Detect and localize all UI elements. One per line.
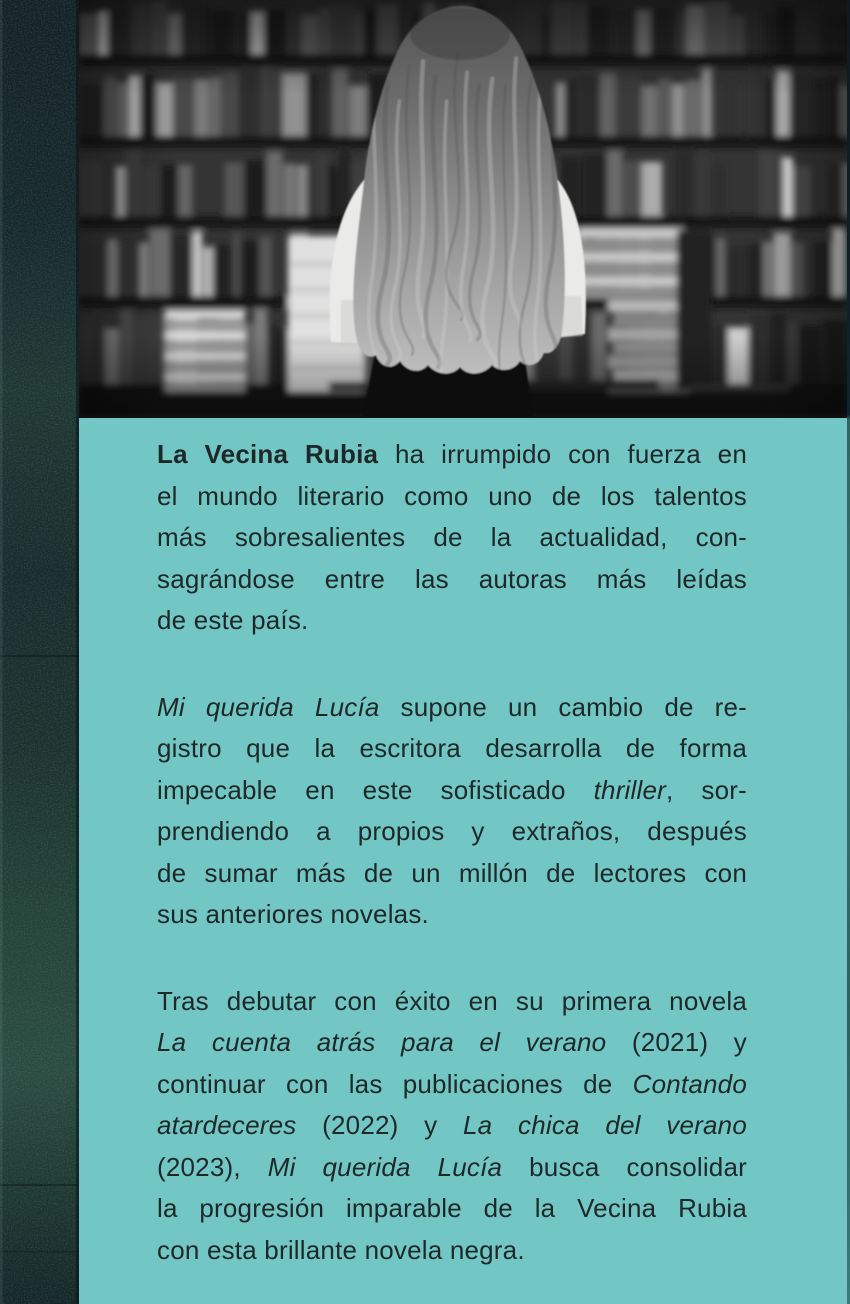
bio-line (157, 517, 747, 559)
bio-line (157, 1022, 747, 1064)
bio-line (157, 1188, 747, 1230)
text-segment: busca consolidar (502, 1151, 747, 1182)
text-segment: sagrándose entre las autoras más leídas (157, 563, 747, 594)
text-segment: la progresión imparable de la Vecina Rubia (157, 1193, 747, 1223)
book-title-italic: Contando (632, 1068, 747, 1099)
text-segment: (2022) y (296, 1110, 464, 1140)
book-title-italic: La chica del verano (463, 1110, 747, 1140)
bio-paragraph-2 (157, 687, 747, 936)
bio-line (157, 853, 747, 895)
book-title-italic: La cuenta atrás para el verano (157, 1027, 607, 1057)
bio-line (157, 1147, 747, 1189)
bio-line (157, 1064, 747, 1106)
author-bio (79, 418, 847, 1271)
author-name-bold: La Vecina Rubia (157, 439, 379, 469)
book-title-italic: atardeceres (157, 1110, 297, 1140)
text-segment: (2023), (157, 1151, 268, 1182)
bio-line (157, 1105, 747, 1147)
text-segment: prendiendo a propios y extraños, después (157, 816, 747, 846)
book-title-italic: Mi querida Lucía (157, 691, 380, 722)
bio-line (157, 770, 747, 812)
text-segment: impecable en este sofisticado (157, 774, 594, 805)
text-segment: con esta brillante novela negra. (157, 1234, 525, 1265)
text-segment: sus anteriores novelas. (157, 899, 429, 929)
bio-line (157, 687, 747, 729)
text-segment: el mundo literario como uno de los talentos (157, 480, 747, 511)
text-segment: gistro que la escritora desarrolla de forma (157, 733, 747, 763)
bio-panel (79, 418, 847, 1304)
bio-line (157, 728, 747, 770)
genre-word-italic: thriller (593, 774, 666, 805)
text-segment: Tras debutar con éxito en su primera novela (157, 985, 747, 1016)
bio-paragraph-3 (157, 981, 747, 1272)
bio-line (157, 981, 747, 1023)
text-segment: supone un cambio de re- (379, 691, 747, 722)
book-title-italic: Mi querida Lucía (267, 1151, 503, 1182)
bio-line (157, 1230, 747, 1272)
bio-line (157, 476, 747, 518)
bio-line (157, 811, 747, 853)
text-segment: continuar con las publicaciones de (157, 1068, 633, 1099)
bio-line (157, 600, 747, 642)
text-segment: de este país. (157, 605, 309, 635)
book-spine-strip (0, 0, 79, 1304)
bio-line (157, 894, 747, 936)
text-segment: (2021) y (606, 1027, 747, 1057)
spine-texture (0, 0, 79, 1304)
bio-paragraph-1 (157, 434, 747, 642)
author-photo-illustration (79, 0, 847, 418)
bio-line (157, 434, 747, 476)
author-photo (79, 0, 847, 418)
text-segment: más sobresalientes de la actualidad, con- (157, 522, 747, 552)
bio-line (157, 559, 747, 601)
text-segment: de sumar más de un millón de lectores con (157, 857, 747, 888)
text-segment: , sor- (666, 774, 747, 805)
text-segment: ha irrumpido con fuerza en (378, 439, 747, 469)
